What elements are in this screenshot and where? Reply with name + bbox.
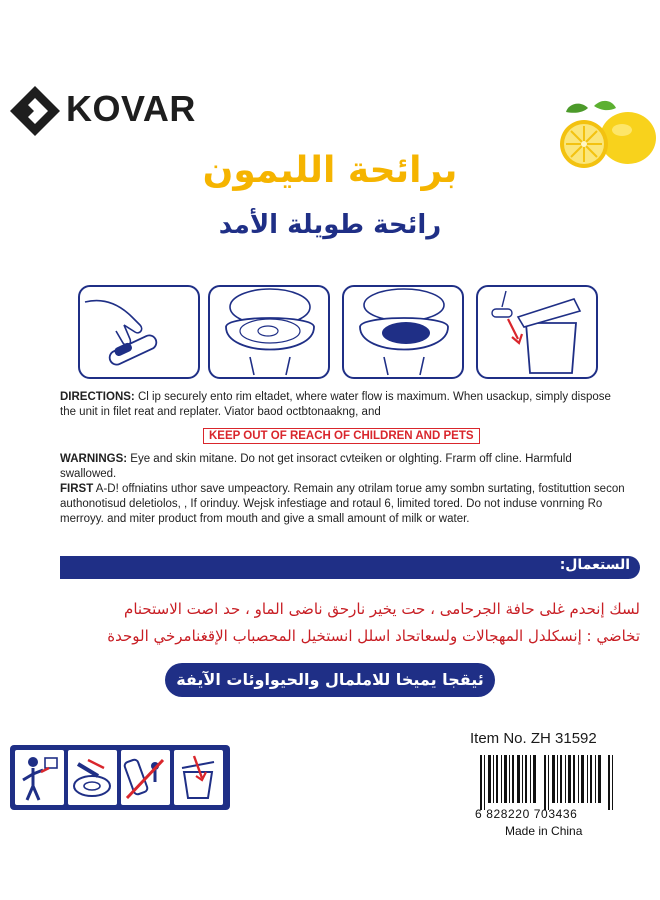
toilet-open-icon <box>210 287 328 377</box>
item-number: Item No. ZH 31592 <box>470 730 597 747</box>
warnings-text <box>60 452 630 527</box>
warnings-body: Eye and skin mitane. Do not get insoract cvteiken or olghting. Frarm off cline. Harmfuld swallowed. <box>60 453 572 480</box>
child-warning-icon <box>121 750 170 805</box>
directions-body: Cl ip securely ento rim eltadet, where water flow is maximum. When usackup, simply dispose the unit in filet reat and replater. Viator baod octbtonaakng, and <box>60 391 611 418</box>
dispose-bin-small-icon <box>174 750 223 805</box>
usage-header-bar <box>60 556 640 579</box>
usage-line-2: تخاضي : إنسكلدل المهجالات ولسعاتحاد اسلل انستخيل المحصباب الإقغنامرخي الوحدة <box>107 627 640 645</box>
directions-text <box>60 390 630 420</box>
warnings-label: WARNINGS: <box>60 453 128 465</box>
barcode-number: 6 828220 703436 <box>475 807 578 821</box>
usage-line-1: لسك إنحدم غلى حافة الجرحامى ، حت يخير نارحق ناضى الماو ، حد اصت الاستحنام <box>124 600 640 618</box>
step-flush-panel <box>342 285 464 379</box>
toilet-rim-icon <box>68 750 117 805</box>
usage-header-label: الستعمال: <box>559 557 630 573</box>
toilet-bowl-icon <box>344 287 462 377</box>
barcode-icon <box>478 755 618 810</box>
first-aid-body: A-D! offniatins uthor save umpeactory. Remain any otrilam torue amy sombn surtating, fostituttion secon authonotisud deletiolos, , If orinduy. Wejsk infestiage and rotaul 6, limited tored. Do not induse vonrning Ro merroyy. and miter product from mouth and give a small amount of milk or water. <box>60 483 625 525</box>
dispose-bin-icon <box>478 287 596 377</box>
keep-out-warning: KEEP OUT OF REACH OF CHILDREN AND PETS <box>203 428 480 444</box>
hang-clip-icon <box>15 750 64 805</box>
made-in-label: Made in China <box>505 824 583 838</box>
brand-name: KOVAR <box>66 88 196 129</box>
hand-clip-icon <box>80 287 198 377</box>
product-subtitle-arabic: رائحة طويلة الأمد <box>218 210 442 240</box>
kovar-logo-icon <box>8 84 62 138</box>
directions-label: DIRECTIONS: <box>60 391 135 403</box>
step-toilet-clip-panel <box>208 285 330 379</box>
step-dispose-panel <box>476 285 598 379</box>
first-aid-label: FIRST <box>60 483 94 495</box>
product-title-arabic: برائحة الليمون <box>202 150 458 191</box>
step-clip-hand-panel <box>78 285 200 379</box>
arabic-warning-pill: ئيقجا يميخا للاملمال والحيواوئات الآيفة <box>165 663 495 697</box>
